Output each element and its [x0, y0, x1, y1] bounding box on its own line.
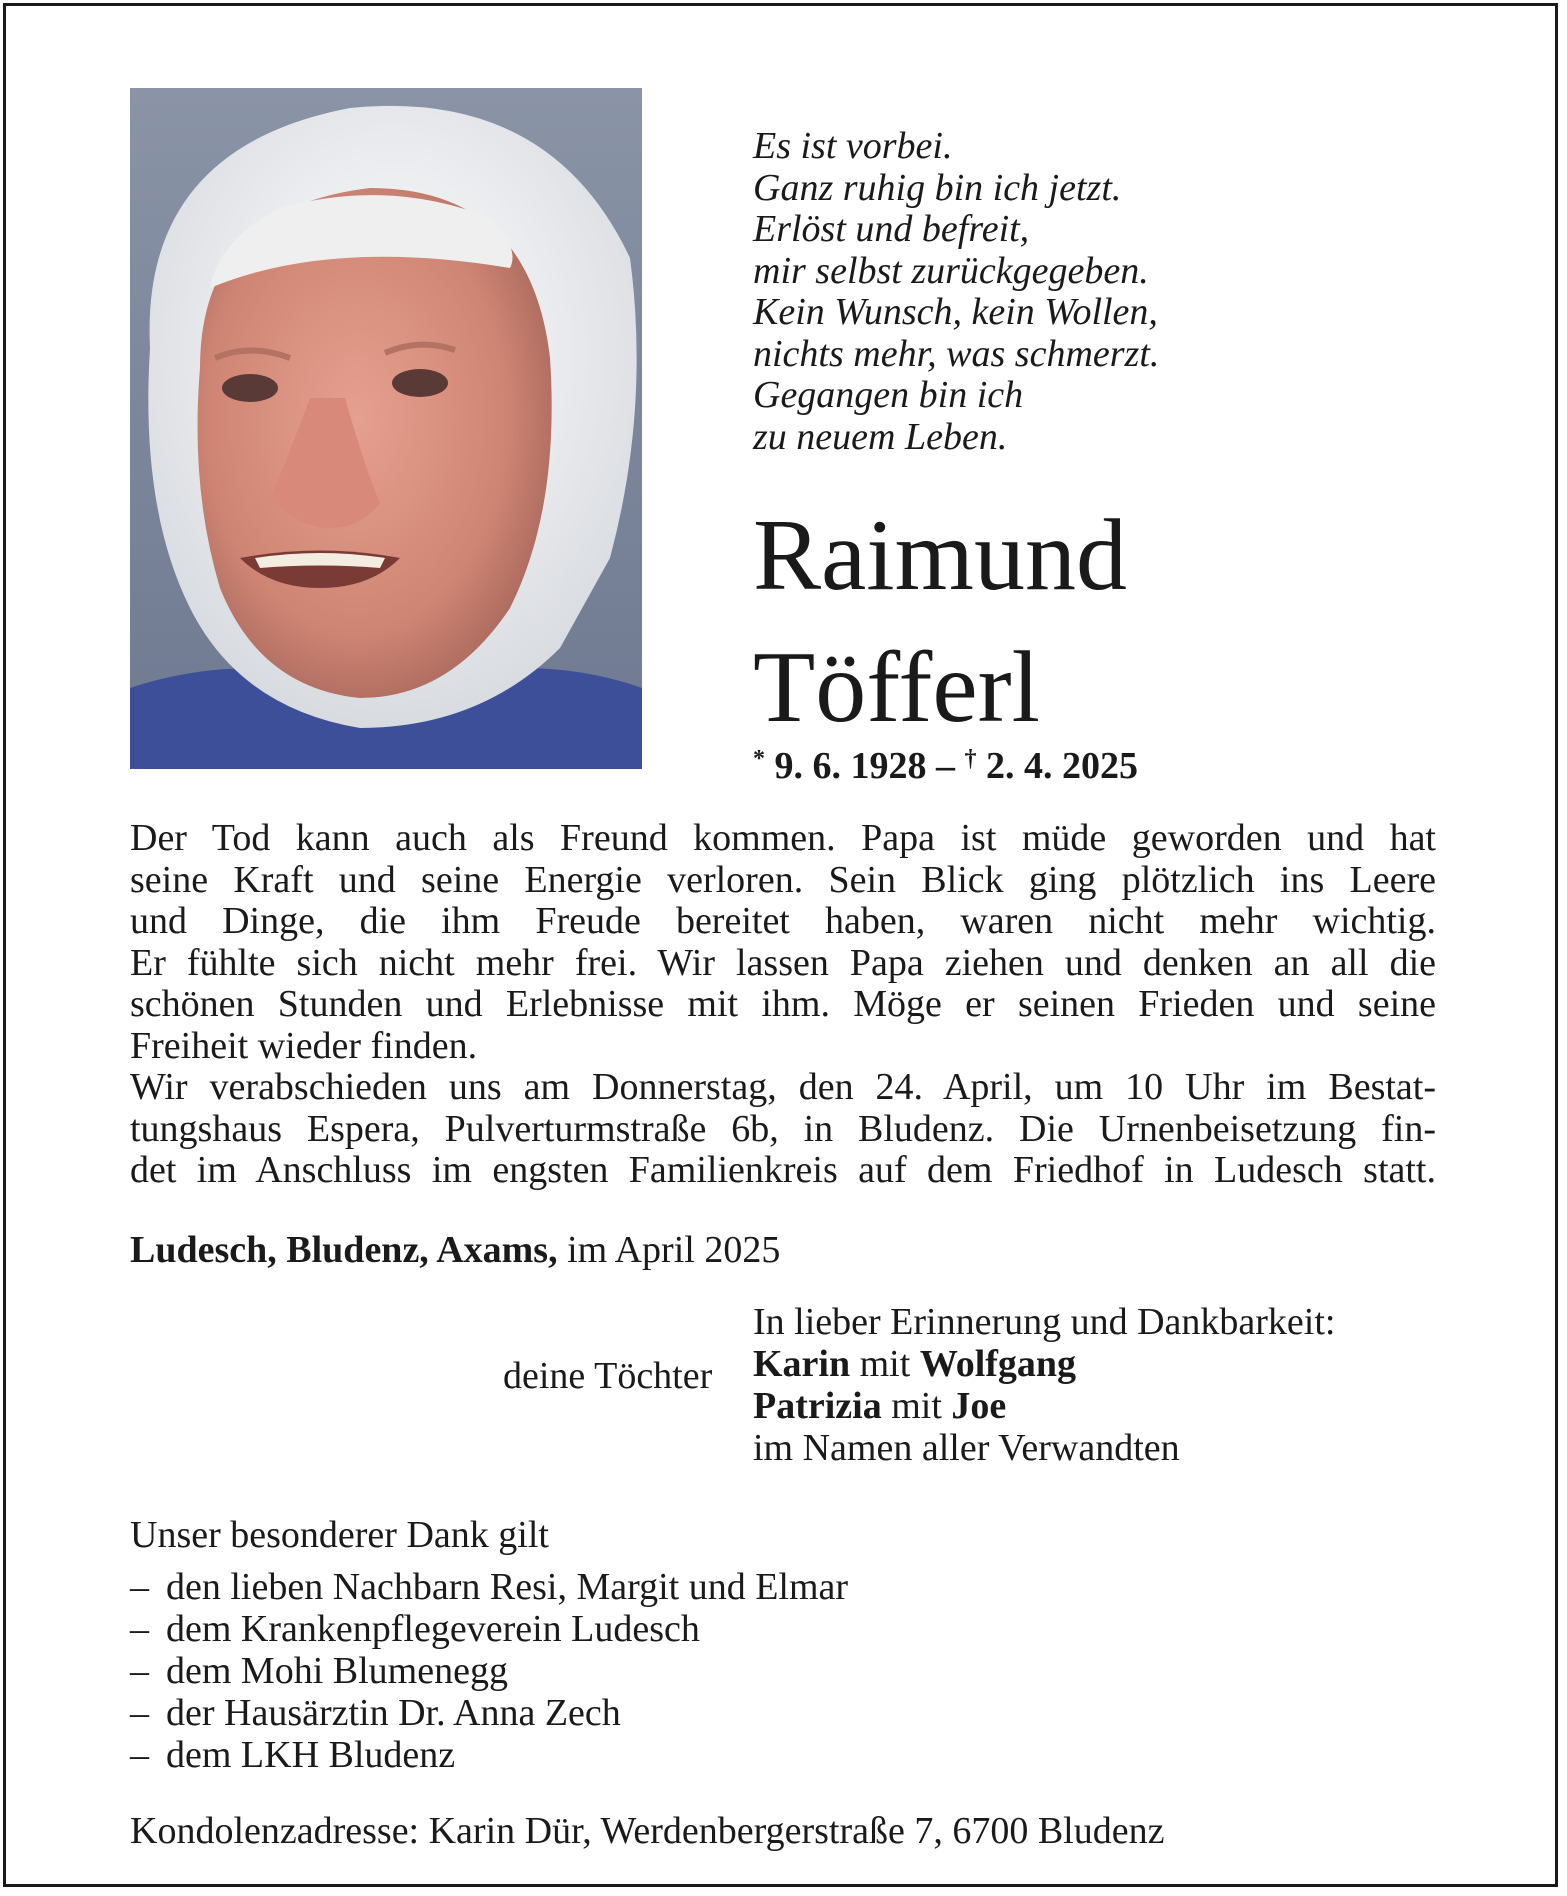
list-item — [130, 1566, 848, 1608]
poem-line: mir selbst zurückgegeben. — [753, 249, 1149, 292]
portrait-photo — [130, 88, 642, 769]
poem-line: Gegangen bin ich — [753, 374, 1024, 416]
body-line: det im Anschluss im engsten Familienkreis auf dem Friedhof in Ludesch statt. — [130, 1149, 1436, 1191]
body-line: schönen Stunden und Erlebnisse mit ihm. Möge er seinen Frieden und seine — [130, 983, 1436, 1025]
thanks-heading: Unser besonderer Dank gilt — [130, 1514, 549, 1556]
signatory-name: Patrizia — [753, 1385, 882, 1427]
thanks-item: dem LKH Bludenz — [166, 1734, 456, 1776]
poem-line: Es ist vorbei. — [753, 125, 953, 167]
dash-bullet: – — [130, 1650, 149, 1692]
date-separator: – — [936, 745, 955, 787]
poem-line: Ganz ruhig bin ich jetzt. — [753, 166, 1122, 209]
dash-bullet: – — [130, 1566, 149, 1608]
list-item — [130, 1608, 848, 1650]
body-line: tungshaus Espera, Pulverturmstraße 6b, in Bludenz. Die Urnenbeisetzung fin- — [130, 1107, 1436, 1150]
life-dates — [753, 732, 1138, 793]
signature-connector: mit — [881, 1385, 952, 1427]
birth-symbol: * — [753, 746, 765, 772]
signature-lead: deine Töchter — [503, 1355, 713, 1397]
first-name: Raimund — [753, 499, 1127, 612]
signature-intro: In lieber Erinnerung und Dankbarkeit: — [753, 1301, 1336, 1343]
signature-line-2 — [753, 1385, 1335, 1427]
body-line: Freiheit wieder finden. — [130, 1024, 478, 1067]
body-line: seine Kraft und seine Energie verloren. Sein Blick ging plötzlich ins Leere — [130, 858, 1436, 901]
dash-bullet: – — [130, 1734, 149, 1776]
thanks-item: den lieben Nachbarn Resi, Margit und Elmar — [166, 1566, 849, 1608]
obituary-text — [130, 818, 1436, 1192]
list-item — [130, 1650, 848, 1692]
signatory-name: Joe — [951, 1385, 1007, 1427]
dash-bullet: – — [130, 1608, 149, 1650]
poem-line: Kein Wunsch, kein Wollen, — [753, 291, 1158, 333]
thanks-section — [130, 1514, 848, 1776]
place-and-date — [130, 1226, 780, 1274]
list-item — [130, 1734, 848, 1776]
list-item — [130, 1692, 848, 1734]
poem-line: nichts mehr, was schmerzt. — [753, 332, 1160, 375]
signature-line-1 — [753, 1343, 1335, 1385]
poem-line: zu neuem Leben. — [753, 415, 1008, 458]
place-towns: Ludesch, Bludenz, Axams, — [130, 1229, 558, 1271]
signature-outro: im Namen aller Verwandten — [753, 1427, 1180, 1469]
body-line: Er fühlte sich nicht mehr frei. Wir lassen Papa ziehen und denken an all die — [130, 941, 1436, 984]
signature-connector: mit — [850, 1343, 920, 1385]
signatory-name: Wolfgang — [919, 1343, 1077, 1385]
birth-date: 9. 6. 1928 — [774, 745, 927, 787]
body-line: und Dinge, die ihm Freude bereitet haben, waren nicht mehr wichtig. — [130, 900, 1436, 942]
body-line: Wir verabschieden uns am Donnerstag, den 24. April, um 10 Uhr im Bestat- — [130, 1066, 1436, 1108]
poem — [753, 126, 1393, 458]
death-symbol: † — [964, 746, 977, 772]
condolence-address: Kondolenzadresse: Karin Dür, Werdenbergerstraße 7, 6700 Bludenz — [130, 1810, 1165, 1852]
deceased-name — [753, 490, 1453, 754]
signatory-name: Karin — [753, 1343, 851, 1385]
body-line: Der Tod kann auch als Freund kommen. Papa ist müde geworden und hat — [130, 817, 1436, 859]
death-date: 2. 4. 2025 — [986, 745, 1138, 787]
last-name: Töfferl — [753, 631, 1040, 744]
thanks-item: dem Krankenpflegeverein Ludesch — [166, 1608, 700, 1650]
place-date: im April 2025 — [557, 1229, 781, 1271]
thanks-item: der Hausärztin Dr. Anna Zech — [166, 1692, 621, 1734]
thanks-item: dem Mohi Blumenegg — [166, 1650, 508, 1692]
signature-block — [753, 1301, 1335, 1469]
poem-line: Erlöst und befreit, — [753, 208, 1030, 250]
thanks-list — [130, 1566, 848, 1776]
dash-bullet: – — [130, 1692, 149, 1734]
